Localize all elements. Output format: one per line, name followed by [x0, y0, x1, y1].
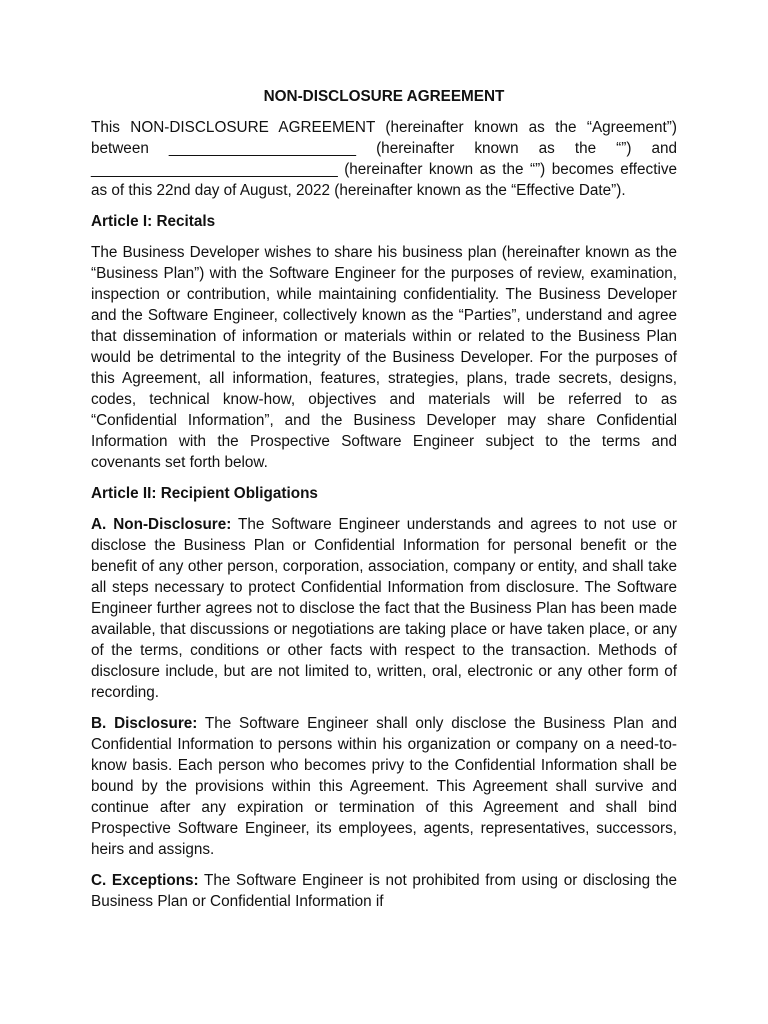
article-2-heading: Article II: Recipient Obligations [91, 485, 318, 502]
document-title: NON-DISCLOSURE AGREEMENT [263, 88, 505, 105]
section-a-body: The Software Engineer understands and agrees to not use or disclose the Business Plan or Confidential Information for personal benefit or the benefit of any other person, corporation, association, company or entity, and shall take all steps necessary to protect Confidential Information from disclosure. The Software Engineer further agrees not to disclose the fact that the Business Plan has been made available, that discussions or negotiations are taking place or have taken place, or any of the terms, conditions or other facts with respect to the transaction. Methods of disclosure include, but are not limited to, written, oral, electronic or any other form of recording. [91, 516, 677, 701]
article-1-heading: Article I: Recitals [91, 213, 216, 230]
section-a-lead: A. Non-Disclosure: [91, 516, 232, 533]
section-b-body: The Software Engineer shall only disclose the Business Plan and Confidential Information to persons within his organization or company on a need-to-know basis. Each person who becomes privy to the Confidential Information shall be bound by the provisions within this Agreement. This Agreement shall survive and continue after any expiration or termination of this Agreement and shall bind Prospective Software Engineer, its employees, agents, representatives, successors, heirs and assigns. [91, 715, 677, 858]
article-1-body: The Business Developer wishes to share his business plan (hereinafter known as the “Business Plan”) with the Software Engineer for the purposes of review, examination, inspection or contribution, while maintaining confidentiality. The Business Developer and the Software Engineer, collectively known as the “Parties”, understand and agree that dissemination of information or materials within or related to the Business Plan would be detrimental to the integrity of the Business Developer. For the purposes of this Agreement, all information, features, strategies, plans, trade secrets, designs, codes, technical know-how, objectives and materials will be referred to as “Confidential Information”, and the Business Developer may share Confidential Information with the Prospective Software Engineer subject to the terms and covenants set forth below. [91, 244, 677, 471]
section-a-paragraph [91, 514, 677, 703]
intro-paragraph: This NON-DISCLOSURE AGREEMENT (hereinafter known as the “Agreement”) between ______________________ (hereinafter known as the “”) and _____________________________ (hereinafter known as the “”) becomes effective as of this 22nd day of August, 2022 (hereinafter known as the “Effective Date”). [91, 119, 677, 199]
section-b-lead: B. Disclosure: [91, 715, 198, 732]
section-c-body: The Software Engineer is not prohibited from using or disclosing the Business Plan or Confidential Information if [91, 872, 677, 910]
section-c-lead: C. Exceptions: [91, 872, 199, 889]
section-b-paragraph [91, 713, 677, 860]
section-c-paragraph [91, 870, 677, 912]
